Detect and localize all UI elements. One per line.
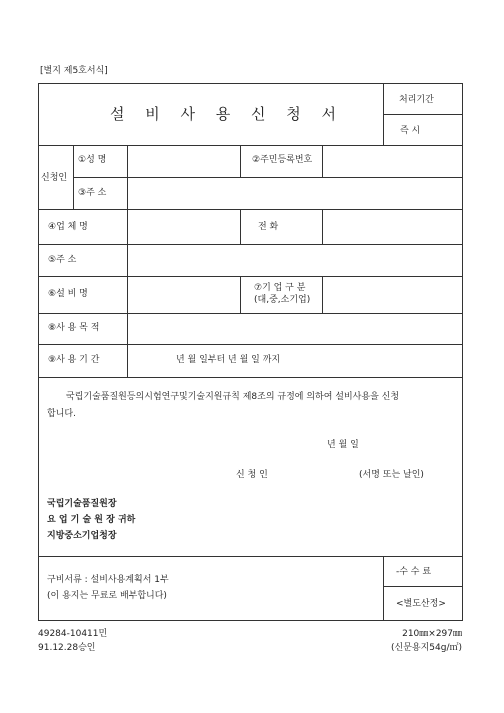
row-line-purpose: [38, 344, 463, 345]
form-number: 49284-10411민: [38, 629, 108, 639]
row-line-address: [38, 276, 463, 277]
fee-divider: [383, 556, 384, 620]
statement-text-line1: 국립기술품질원등의시험연구및기술지원규칙 제8조의 규정에 의하여 설비사용을 신청: [66, 392, 400, 402]
free-distribution-note: (이 용지는 무료로 배부합니다): [47, 591, 167, 601]
row-line-title: [38, 145, 463, 146]
form-title: 설 비 사 용 신 청 서: [110, 105, 345, 123]
row-line-equipment: [38, 313, 463, 314]
processing-divider: [383, 114, 462, 115]
resident-id-label: ②주민등록번호: [252, 155, 313, 165]
label-col-line-2: [127, 209, 128, 244]
label-col-line-6: [127, 344, 128, 377]
company-type-sublabel: (대,중,소기업): [254, 295, 311, 305]
equipment-label: ⑥설 비 명: [48, 289, 88, 299]
approval-date: 91.12.28승인: [38, 643, 96, 653]
paper-size: 210㎜×297㎜: [402, 629, 462, 639]
frame-top: [38, 83, 463, 84]
statement-date: 년 월 일: [327, 440, 359, 450]
mid-col-line-4: [322, 209, 323, 244]
label-col-line-3: [127, 244, 128, 276]
phone-label: 전 화: [258, 222, 279, 232]
statement-text-line2: 합니다.: [47, 409, 76, 419]
signature-note: (서명 또는 날인): [359, 470, 424, 480]
fee-value: <별도산정>: [396, 599, 446, 609]
mid-col-line-3: [240, 209, 241, 244]
company-label: ④업 체 명: [48, 222, 88, 232]
form-code: [별지 제5호서식]: [40, 66, 108, 76]
processing-label: 처리기간: [399, 95, 434, 105]
recipient-2: 요 업 기 술 원 장 귀하: [47, 515, 136, 525]
recipient-3: 지방중소기업청장: [47, 531, 117, 541]
company-type-label: ⑦기 업 구 분: [254, 283, 306, 293]
fee-label: -수 수 료: [396, 567, 432, 577]
business-address-label: ⑤주 소: [48, 255, 77, 265]
fee-split-line: [383, 586, 462, 587]
mid-col-line-2: [322, 145, 323, 177]
applicant-group-label: 신청인: [41, 173, 68, 183]
label-col-line-5: [127, 313, 128, 344]
purpose-label: ⑧사 용 목 적: [48, 323, 100, 333]
period-value: 년 월 일부터 년 월 일 까지: [176, 355, 281, 365]
frame-bottom: [38, 620, 463, 621]
applicant-sign-label: 신 청 인: [236, 470, 268, 480]
row-line-statement: [38, 556, 463, 557]
required-documents: 구비서류 : 설비사용계획서 1부: [47, 575, 169, 585]
frame-left: [38, 83, 39, 621]
name-label: ①성 명: [78, 155, 107, 165]
row-line-company: [38, 244, 463, 245]
mid-col-line-6: [322, 276, 323, 313]
recipient-1: 국립기술품질원장: [47, 499, 117, 509]
frame-right: [462, 83, 463, 621]
processing-value: 즉 시: [400, 126, 421, 136]
mid-col-line-1: [240, 145, 241, 177]
row-line-applicant: [38, 209, 463, 210]
label-col-line-1: [127, 145, 128, 209]
row-line-period: [38, 377, 463, 378]
mid-col-line-5: [240, 276, 241, 313]
paper-type: (신문용지54g/㎡): [391, 643, 462, 653]
label-col-line-4: [127, 276, 128, 313]
row-line-name: [73, 177, 463, 178]
applicant-address-label: ③주 소: [78, 188, 107, 198]
period-label: ⑨사 용 기 간: [48, 355, 100, 365]
